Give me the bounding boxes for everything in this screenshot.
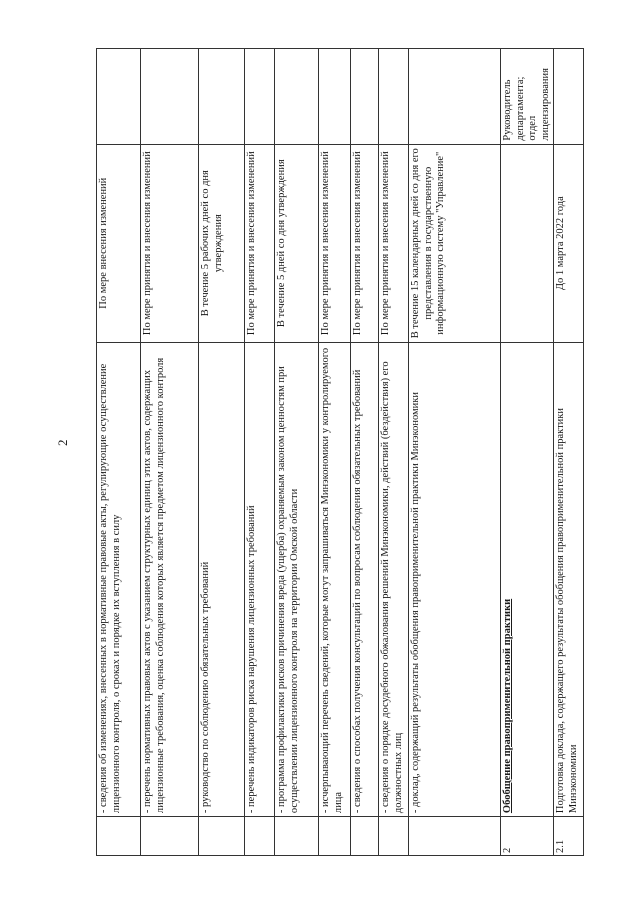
row-term: По мере принятия и внесения изменений <box>351 144 379 342</box>
section-title: Обобщение правоприменительной практики <box>501 342 554 816</box>
row-number <box>319 817 351 856</box>
row-responsible <box>199 49 245 145</box>
row-number <box>379 817 409 856</box>
table-row <box>319 49 351 856</box>
row-description: Подготовка доклада, содержащего результаты обобщения правоприменительной практики Минэкономики <box>554 342 584 816</box>
row-number <box>199 817 245 856</box>
row-responsible <box>275 49 319 145</box>
row-term: По мере принятия и внесения изменений <box>319 144 351 342</box>
row-responsible <box>554 49 584 145</box>
table-row <box>245 49 275 856</box>
row-term: В течение 15 календарных дней со дня его представления в государственную информационную систему "Управление" <box>409 144 501 342</box>
row-number <box>409 817 501 856</box>
row-description: - программа профилактики рисков причинения вреда (ущерба) охраняемым законом ценностям при осуществлении лицензионного контроля на территории Омской области <box>275 342 319 816</box>
row-number <box>141 817 199 856</box>
page-number: 2 <box>55 439 70 446</box>
row-description: - руководство по соблюдению обязательных требований <box>199 342 245 816</box>
row-description: - сведения о способах получения консультаций по вопросам соблюдения обязательных требований <box>351 342 379 816</box>
row-term: По мере принятия и внесения изменений <box>245 144 275 342</box>
row-responsible <box>141 49 199 145</box>
table-row <box>351 49 379 856</box>
row-responsible <box>97 49 141 145</box>
row-term: По мере принятия и внесения изменений <box>379 144 409 342</box>
row-number: 2 <box>501 817 554 856</box>
row-term: По мере внесения изменений <box>97 144 141 342</box>
row-responsible <box>319 49 351 145</box>
row-number <box>97 817 141 856</box>
table-row <box>97 49 141 856</box>
row-responsible <box>351 49 379 145</box>
row-number <box>275 817 319 856</box>
row-number <box>351 817 379 856</box>
row-description: - перечень нормативных правовых актов с указанием структурных единиц этих актов, содержащих лицензионные требования, оценка соблюдения которых является предметом лицензионного контроля <box>141 342 199 816</box>
table-row <box>501 49 554 856</box>
row-responsible: Руководитель департамента; отдел лицензирования <box>501 49 554 145</box>
row-responsible <box>409 49 501 145</box>
table-row <box>554 49 584 856</box>
row-term: В течение 5 рабочих дней со дня утверждения <box>199 144 245 342</box>
row-number <box>245 817 275 856</box>
rotated-table-container <box>96 48 579 856</box>
row-term <box>501 144 554 342</box>
row-description: - сведения о порядке досудебного обжалования решений Минэкономики, действий (бездействия) его должностных лиц <box>379 342 409 816</box>
program-table <box>96 48 584 856</box>
row-description: - доклад, содержащий результаты обобщения правоприменительной практики Минэкономики <box>409 342 501 816</box>
table-row <box>275 49 319 856</box>
row-description: - сведения об изменениях, внесенных в нормативные правовые акты, регулирующие осуществление лицензионного контроля, о сроках и порядке их вступления в силу <box>97 342 141 816</box>
row-number: 2.1 <box>554 817 584 856</box>
table-row <box>141 49 199 856</box>
row-description: - исчерпывающий перечень сведений, которые могут запрашиваться Минэкономики у контролируемого лица <box>319 342 351 816</box>
row-term: До 1 марта 2022 года <box>554 144 584 342</box>
table-row <box>409 49 501 856</box>
row-term: По мере принятия и внесения изменений <box>141 144 199 342</box>
table-row <box>199 49 245 856</box>
row-term: В течение 5 дней со дня утверждения <box>275 144 319 342</box>
table-row <box>379 49 409 856</box>
row-responsible <box>245 49 275 145</box>
row-description: - перечень индикаторов риска нарушения лицензионных требований <box>245 342 275 816</box>
row-responsible <box>379 49 409 145</box>
